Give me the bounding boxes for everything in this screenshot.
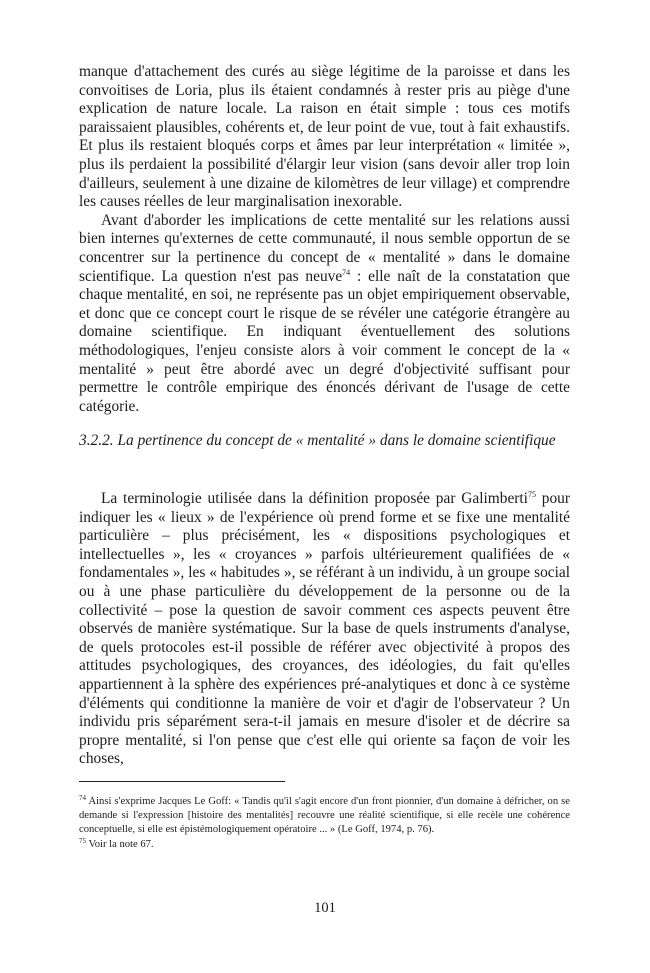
footnote-number-75: 75 <box>79 836 86 845</box>
footnote-ref-75: 75 <box>527 490 536 499</box>
page-number: 101 <box>314 900 336 916</box>
body-text-top <box>79 63 570 416</box>
footnote-75 <box>79 838 570 852</box>
footnote-text-74: Ainsi s'exprime Jacques Le Goff: « Tandis qu'il s'agit encore d'un front pionnier, d'un domaine à défricher, on se demande si l'expression [histoire des mentalités] recouvre une réalité scientifique, si elle recèle une cohérence conceptuelle, si elle est épistémologiquement opératoire ... » (Le Goff, 1974, p. 76). <box>79 796 570 836</box>
footnote-ref-74: 74 <box>342 267 351 277</box>
paragraph-3-text-start: La terminologie utilisée dans la définition proposée par Galimberti <box>101 490 528 507</box>
footnotes <box>79 795 570 852</box>
paragraph-3 <box>79 490 570 769</box>
footnote-separator <box>79 781 285 782</box>
paragraph-2-text-end: : elle naît de la constatation que chaque mentalité, en soi, ne représente pas un objet empiriquement observable, et donc que ce concept court le risque de se révéler une catégorie étrangère au domaine scientifique. En indiquant éventuellement des solutions méthodologiques, l'enjeu consiste alors à voir comment le concept de la « mentalité » peut être abordé avec un degré d'objectivité suffisant pour permettre le contrôle empirique des énoncés dérivant de l'usage de cette catégorie. <box>79 267 570 415</box>
section-heading: 3.2.2. La pertinence du concept de « mentalité » dans le domaine scientifique <box>79 432 556 449</box>
footnote-74 <box>79 795 570 838</box>
paragraph-2 <box>79 212 570 417</box>
paragraph-1: manque d'attachement des curés au siège légitime de la paroisse et dans les convoitises de Loria, plus ils étaient condamnés à rester pris au piège d'une explication de nature locale. La raison en était simple : tous ces motifs paraissaient plausibles, cohérents et, de leur point de vue, tout à fait exhaustifs. Et plus ils restaient bloqués corps et âmes par leur interprétation « limitée », plus ils perdaient la possibilité d'élargir leur vision (sans devoir aller trop loin d'ailleurs, seulement à une dizaine de kilomètres de leur village) et comprendre les causes réelles de leur marginalisation inexorable. <box>79 63 570 211</box>
paragraph-3-text-end: pour indiquer les « lieux » de l'expérience où prend forme et se fixe une mentalité particulière – plus précisément, les « dispositions psychologiques et intellectuelles », les « croyances » parfois ultérieurement qualifiées de « fondamentales », les « habitudes », se référant à un individu, à un groupe social ou à une phase particulière du développement de la personne ou de la collectivité – pose la question de savoir comment ces aspects peuvent être observés de manière systématique. Sur la base de quels instruments d'analyse, de quels protocoles est-il possible de référer avec objectivité à propos des attitudes psychologiques, des croyances, des idéologies, du fait qu'elles appartiennent à la sphère des expériences pré-analytiques et donc à ce système d'éléments qui conditionne la manière de voir et d'agir de l'observateur ? Un individu pris séparément sera-t-il jamais en mesure d'isoler et de décrire sa propre mentalité, si l'on pense que c'est elle qui oriente sa façon de voir les choses, <box>79 490 571 768</box>
footnote-text-75: Voir la note 67. <box>86 838 154 850</box>
footnote-number-74: 74 <box>79 794 86 802</box>
paragraph-2-text-start: Avant d'aborder les implications de cette mentalité sur les relations aussi bien internes qu'externes de cette communauté, il nous semble opportun de se concentrer sur la pertinence du concept de « mentalité » dans le domaine scientifique. La question n'est pas neuve <box>79 211 570 285</box>
body-text-bottom <box>79 490 570 769</box>
